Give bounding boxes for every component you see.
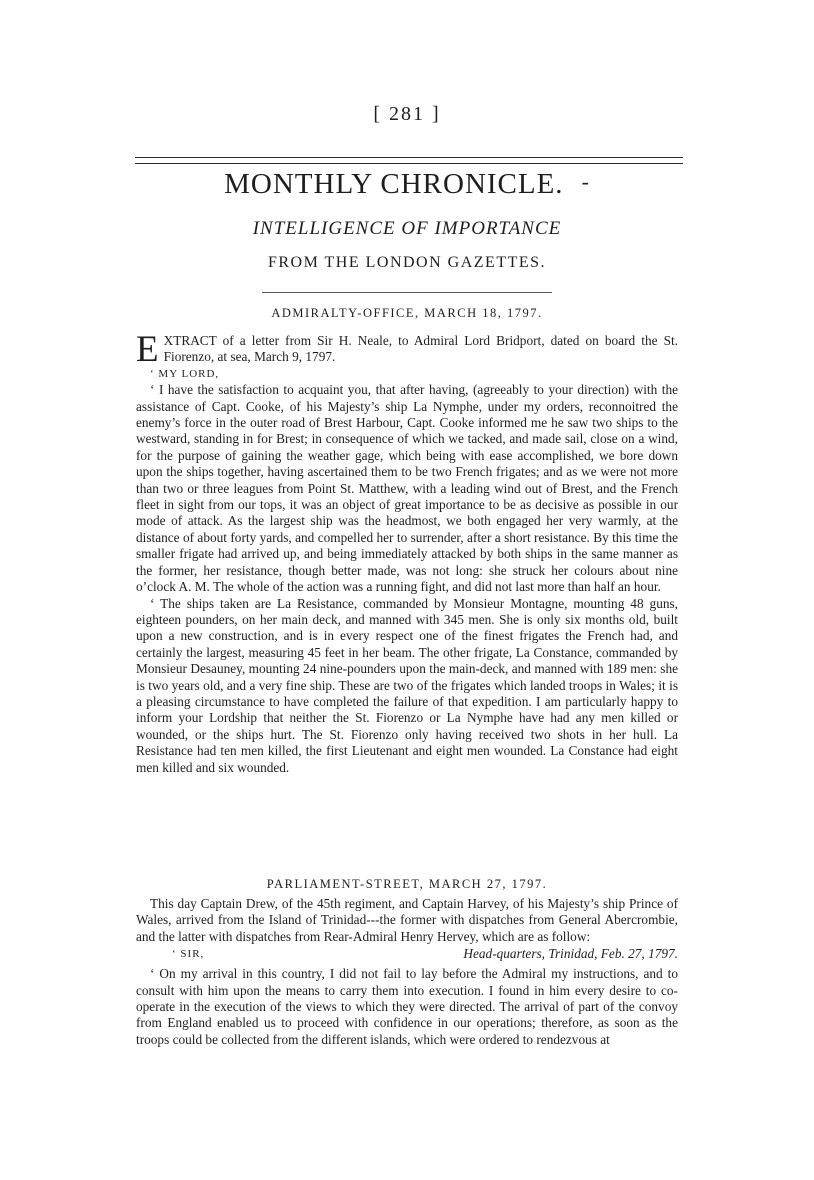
trinidad-dispatch (136, 896, 678, 1048)
dispatch-salutation: ‘ SIR, (172, 948, 205, 961)
subheading-gazettes: FROM THE LONDON GAZETTES. (267, 254, 547, 271)
drop-cap: E (136, 329, 159, 370)
subheading-intelligence: INTELLIGENCE OF IMPORTANCE (252, 218, 562, 239)
dispatch-headquarters: Head-quarters, Trinidad, Feb. 27, 1797. (463, 946, 678, 962)
admiralty-letter (136, 329, 678, 776)
top-rule (135, 157, 683, 158)
extract-paragraph (136, 329, 678, 370)
masthead-dash: - (581, 169, 590, 194)
letter-paragraph: ‘ I have the satisfaction to acquaint you, that after having, (agreeably to your direction) with the assistance of Capt. Cooke, of his Majesty’s ship La Nymphe, under my orders, reconnoitred the enemy’s force in the outer road of Brest Harbour, Capt. Cooke informed me he saw two ships to the westward, standing in for Brest; in consequence of which we tacked, and made sail, close on a wind, for the purpose of gaining the weather gage, which being with ease accomplished, we bore down upon the ships together, having ascertained them to be two French frigates; and as we were not more than two or three leagues from Point St. Matthew, with a leading wind out of Brest, and the French fleet in sight from our tops, it was an object of great importance to be as decisive as possible in our mode of attack. As the largest ship was the headmost, we both engaged her very warmly, at the distance of about forty yards, and compelled her to surrender, after a short resistance. By this time the smaller frigate had arrived up, and being immediately attacked by both ships in the same manner as the former, her resistance, though better made, was not long: she struck her colours about nine o’clock A. M. The whole of the action was a running fight, and did not last more than half an hour. (136, 382, 678, 595)
dispatch-header (136, 946, 678, 964)
masthead-title: MONTHLY CHRONICLE. (224, 168, 564, 200)
parliament-street-dateline: PARLIAMENT-STREET, MARCH 27, 1797. (266, 877, 548, 891)
extract-text: XTRACT of a letter from Sir H. Neale, to Admiral Lord Bridport, dated on board the St. Fiorenzo, at sea, March 9, 1797. (163, 333, 678, 365)
dispatch-paragraph: ‘ On my arrival in this country, I did not fail to lay before the Admiral my instructions, and to consult with him upon the means to carry them into execution. I found in him every desire to co-operate in the execution of the views to which they were directed. The arrival of part of the convoy from England enabled us to proceed with confidence in our operations; therefore, as soon as the troops could be collected from the different islands, which were ordered to rendezvous at (136, 966, 678, 1047)
dispatch-intro: This day Captain Drew, of the 45th regiment, and Captain Harvey, of his Majesty’s ship Prince of Wales, arrived from the Island of Trinidad---the former with dispatches from General Abercrombie, and the latter with dispatches from Rear-Admiral Henry Hervey, which are as follow: (136, 896, 678, 944)
letter-salutation: ‘ MY LORD, (150, 367, 220, 380)
page-number: [ 281 ] (373, 103, 441, 125)
masthead (0, 168, 814, 201)
top-rule-thin (135, 163, 683, 164)
section-rule (262, 292, 552, 293)
admiralty-dateline: ADMIRALTY-OFFICE, MARCH 18, 1797. (271, 306, 543, 320)
letter-paragraph: ‘ The ships taken are La Resistance, commanded by Monsieur Montagne, mounting 48 guns, eighteen pounders, on her main deck, and manned with 345 men. She is only six months old, built upon a new construction, and is in every respect one of the finest frigates the French had, and certainly the largest, measuring 45 feet in her beam. The other frigate, La Constance, commanded by Monsieur Desauney, mounting 24 nine-pounders upon the main-deck, and manned with 189 men: she is two years old, and a very fine ship. These are two of the frigates which landed troops in Wales; it is a pleasing circumstance to have completed the failure of that expedition. I am particularly happy to inform your Lordship that neither the St. Fiorenzo or La Nymphe have had any men killed or wounded, or the ships hurt. The St. Fiorenzo only having received two shots in her hull. La Resistance had ten men killed, the first Lieutenant and eight men wounded. La Constance had eight men killed and six wounded. (136, 595, 678, 775)
